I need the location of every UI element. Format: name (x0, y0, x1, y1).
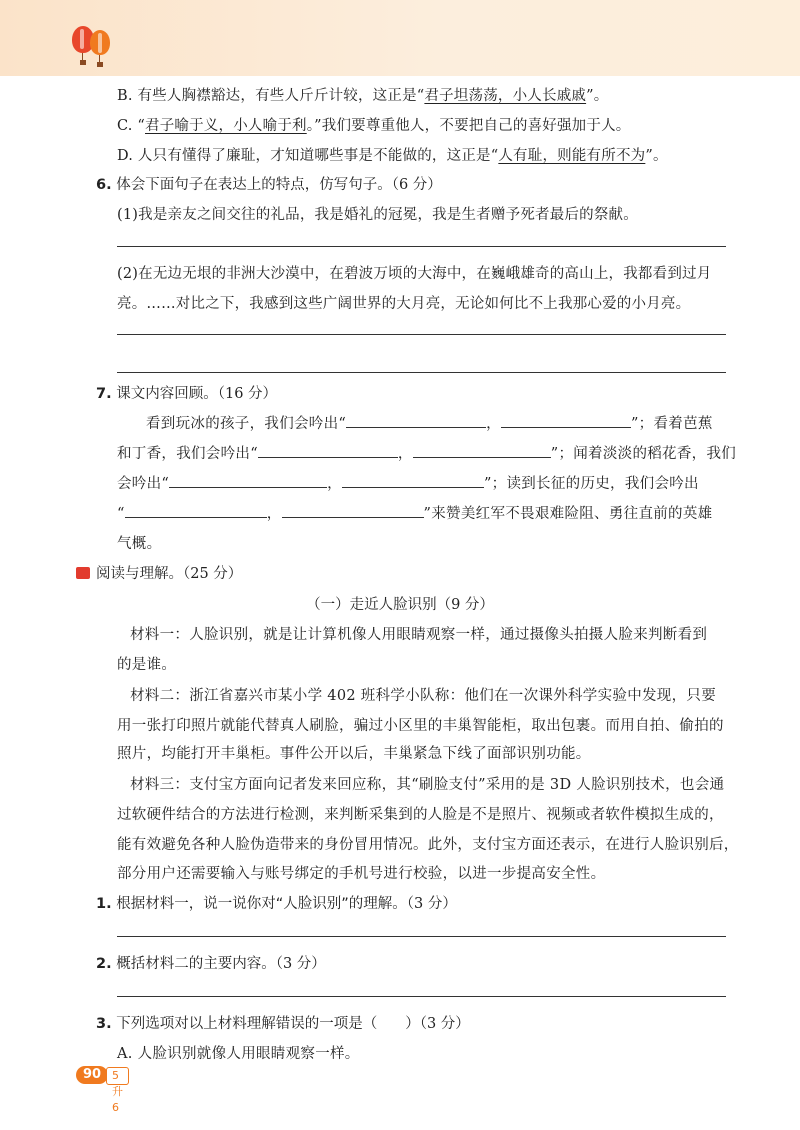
material-1-line-2: 的是谁。 (117, 657, 177, 673)
q6-answer-line-2[interactable] (117, 334, 726, 335)
q5-option-d: D. 人只有懂得了廉耻，才知道哪些事是不能做的，这正是“人有耻，则能有所不为”。 (117, 148, 668, 164)
q7-blank-5[interactable] (169, 473, 327, 488)
q7-blank-4[interactable] (413, 443, 551, 458)
q5-option-c-quote: 君子喻于义，小人喻于利 (145, 118, 307, 134)
reading-q3: 3. 下列选项对以上材料理解错误的一项是（ ）（3 分） (96, 1016, 470, 1032)
q5-option-b: B. 有些人胸襟豁达，有些人斤斤计较，这正是“君子坦荡荡，小人长戚戚”。 (117, 88, 609, 104)
q7-line-4: “ ， ”来赞美红军不畏艰难险阻、勇往直前的英雄 (117, 502, 712, 523)
q6-heading: 6. 体会下面句子在表达上的特点，仿写句子。（6 分） (96, 177, 442, 193)
q7-line-5: 气概。 (117, 536, 162, 552)
q6-answer-line-1[interactable] (117, 246, 726, 247)
grade-label: 5升6 (106, 1067, 129, 1085)
q7-blank-3[interactable] (258, 443, 398, 458)
material-2-line-2: 用一张打印照片就能代替真人刷脸，骗过小区里的丰巢智能柜，取出包裹。而用自拍、偷拍的 (117, 718, 724, 734)
reading-q3-option-a: A. 人脸识别就像人用眼睛观察一样。 (117, 1046, 360, 1062)
q7-heading: 7. 课文内容回顾。（16 分） (96, 386, 278, 402)
material-2-line-3: 照片，均能打开丰巢柜。事件公开以后，丰巢紧急下线了面部识别功能。 (117, 746, 591, 762)
reading-q1: 1. 根据材料一，说一说你对“人脸识别”的理解。（3 分） (96, 896, 457, 912)
q7-blank-7[interactable] (125, 503, 267, 518)
q7-line-3: 会吟出“ ， ”；读到长征的历史，我们会吟出 (117, 472, 699, 493)
q5-option-b-quote: 君子坦荡荡，小人长戚戚 (424, 88, 587, 104)
material-1-line-1: 材料一：人脸识别，就是让计算机像人用眼睛观察一样，通过摄像头拍摄人脸来判断看到 (130, 627, 708, 643)
q6-sentence-1: (1)我是亲友之间交往的礼品，我是婚礼的冠冕，我是生者赠予死者最后的祭献。 (117, 207, 638, 223)
header-band (0, 0, 800, 76)
q7-blank-1[interactable] (346, 413, 486, 428)
q6-answer-line-3[interactable] (117, 372, 726, 373)
q5-option-d-quote: 人有耻，则能有所不为 (498, 148, 646, 164)
reading-q2-answer-line[interactable] (117, 996, 726, 997)
material-3-line-2: 过软硬件结合的方法进行检测，来判断采集到的人脸是不是照片、视频或者软件模拟生成的， (117, 807, 724, 823)
hot-air-balloon-icon (68, 22, 116, 72)
reading-q1-answer-line[interactable] (117, 936, 726, 937)
section-marker-icon (76, 567, 90, 579)
q7-blank-8[interactable] (282, 503, 424, 518)
q6-sentence-2-line-1: (2)在无边无垠的非洲大沙漠中，在碧波万顷的大海中，在巍峨雄奇的高山上，我都看到过月 (117, 266, 712, 282)
material-3-line-4: 部分用户还需要输入与账号绑定的手机号进行校验，以进一步提高安全性。 (117, 866, 606, 882)
q7-line-1: 看到玩冰的孩子，我们会吟出“ ， ”；看着芭蕉 (146, 412, 713, 433)
reading-section-heading: 阅读与理解。（25 分） (76, 562, 242, 583)
page-number: 90 (76, 1066, 108, 1084)
q5-option-c: C. “君子喻于义，小人喻于利。”我们要尊重他人，不要把自己的喜好强加于人。 (117, 118, 631, 134)
reading-passage-title: （一）走近人脸识别（9 分） (306, 597, 494, 613)
reading-q2: 2. 概括材料二的主要内容。（3 分） (96, 956, 326, 972)
q7-line-2: 和丁香，我们会吟出“ ， ”；闻着淡淡的稻花香，我们 (117, 442, 736, 463)
q7-blank-6[interactable] (342, 473, 484, 488)
material-3-line-3: 能有效避免各种人脸伪造带来的身份冒用情况。此外，支付宝方面还表示，在进行人脸识别后， (117, 837, 739, 853)
q6-sentence-2-line-2: 亮。……对比之下，我感到这些广阔世界的大月亮，无论如何比不上我那心爱的小月亮。 (117, 296, 691, 312)
material-2-line-1: 材料二：浙江省嘉兴市某小学 402 班科学小队称：他们在一次课外科学实验中发现，只要 (130, 688, 716, 704)
q7-blank-2[interactable] (501, 413, 631, 428)
material-3-line-1: 材料三：支付宝方面向记者发来回应称，其“刷脸支付”采用的是 3D 人脸识别技术，也会通 (130, 777, 725, 793)
